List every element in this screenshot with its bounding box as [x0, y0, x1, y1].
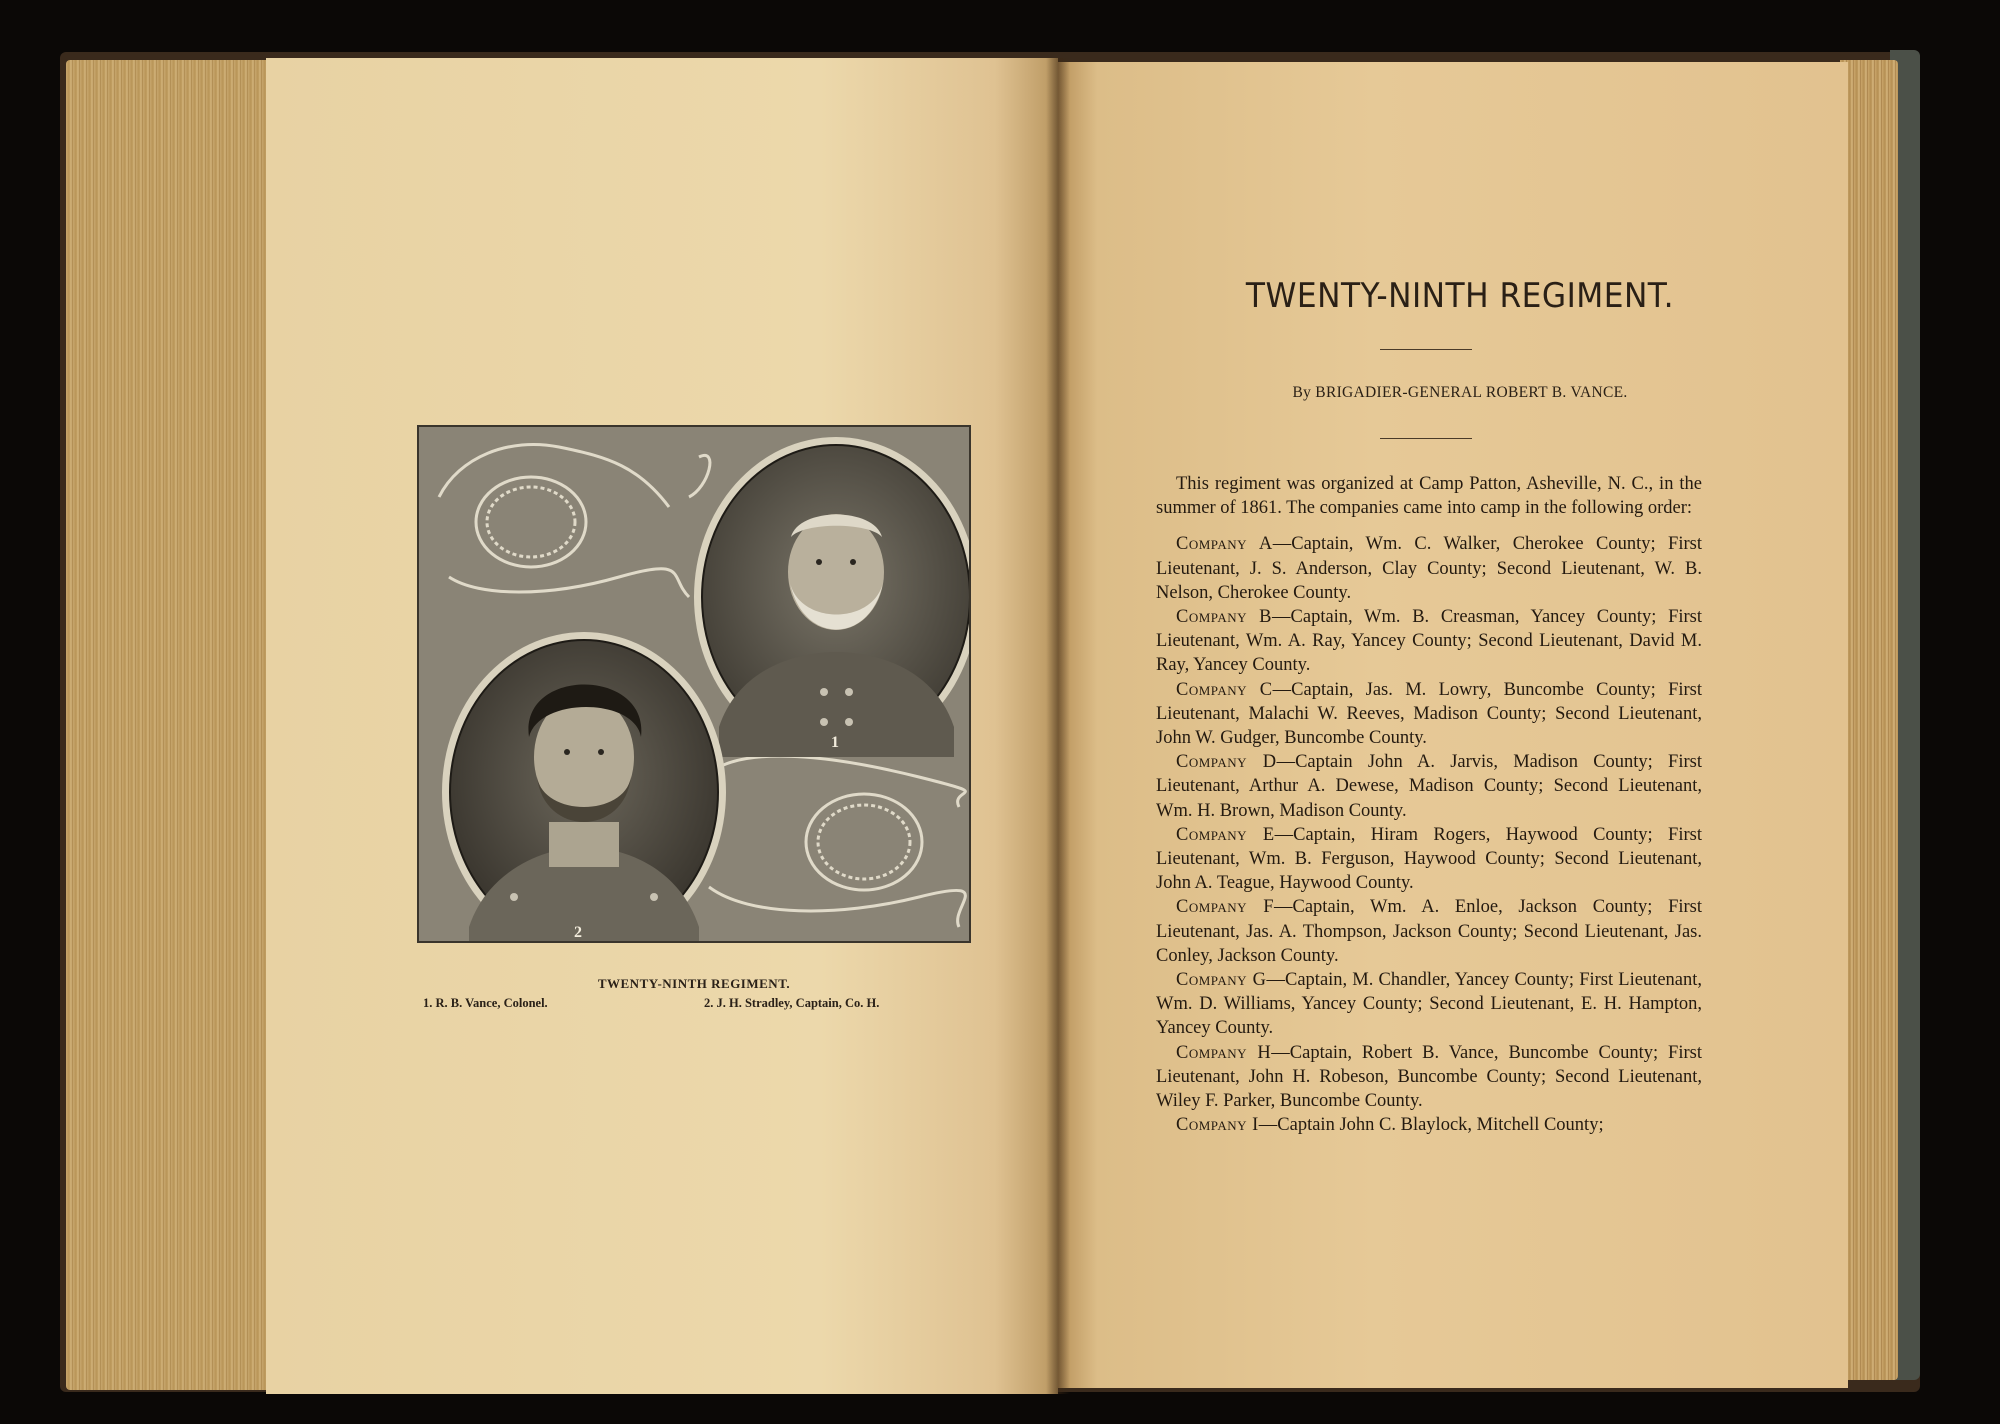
plate-caption-title: TWENTY-NINTH REGIMENT.: [597, 976, 791, 991]
portrait-plate-art: [419, 427, 971, 943]
regiment-history-text: [1156, 472, 1702, 1137]
portrait-1-number: 1: [831, 734, 839, 751]
company-entry: Company C—Captain, Jas. M. Lowry, Buncombe County; First Lieutenant, Malachi W. Reeves, Madison County; Second Lieutenant, John W. Gudger, Buncombe County.: [1156, 679, 1703, 749]
wreath-ornament-bottom: [709, 756, 965, 927]
page-title: TWENTY-NINTH REGIMENT.: [1245, 276, 1675, 316]
company-entry: Company I—Captain John C. Blaylock, Mitchell County;: [1176, 1115, 1604, 1136]
author-byline: By BRIGADIER-GENERAL ROBERT B. VANCE.: [1292, 384, 1628, 401]
company-entry: Company G—Captain, M. Chandler, Yancey County; First Lieutenant, Wm. D. Williams, Yancey County; Second Lieutenant, E. H. Hampton, Yancey County.: [1156, 970, 1702, 1039]
wreath-ornament-top: [439, 444, 710, 597]
plate-caption-item-1: 1. R. B. Vance, Colonel.: [423, 996, 548, 1010]
left-page-edges: [66, 60, 271, 1390]
company-entry: Company E—Captain, Hiram Rogers, Haywood County; First Lieutenant, Wm. B. Ferguson, Haywood County; Second Lieutenant, John A. Teague, Haywood County.: [1156, 824, 1702, 894]
book-gutter: [1046, 58, 1070, 1394]
company-entry: Company F—Captain, Wm. A. Enloe, Jackson County; First Lieutenant, Jas. A. Thompson, Jackson County; Second Lieutenant, Jas. Conley, Jackson County.: [1156, 897, 1702, 966]
portrait-plate: [417, 425, 971, 943]
company-entry: Company B—Captain, Wm. B. Creasman, Yancey County; First Lieutenant, Wm. A. Ray, Yancey County; Second Lieutenant, David M. Ray, Yancey County.: [1156, 607, 1703, 676]
plate-caption-item-2: 2. J. H. Stradley, Captain, Co. H.: [704, 996, 880, 1010]
right-page-edges: [1840, 60, 1898, 1380]
title-divider: [1380, 349, 1472, 350]
portrait-2-number: 2: [574, 924, 582, 941]
company-entry: Company D—Captain John A. Jarvis, Madison County; First Lieutenant, Arthur A. Dewese, Madison County; Second Lieutenant, Wm. H. Brown, Madison County.: [1156, 752, 1702, 821]
company-entry: Company H—Captain, Robert B. Vance, Buncombe County; First Lieutenant, John H. Robeson, Buncombe County; Second Lieutenant, Wiley F. Parker, Buncombe County.: [1156, 1042, 1702, 1112]
company-entry: Company A—Captain, Wm. C. Walker, Cherokee County; First Lieutenant, J. S. Anderson, Clay County; Second Lieutenant, W. B. Nelson, Cherokee County.: [1156, 534, 1702, 603]
byline-divider: [1380, 438, 1472, 439]
intro-paragraph: This regiment was organized at Camp Patton, Asheville, N. C., in the summer of 1861. The companies came into camp in the following order:: [1156, 474, 1702, 519]
